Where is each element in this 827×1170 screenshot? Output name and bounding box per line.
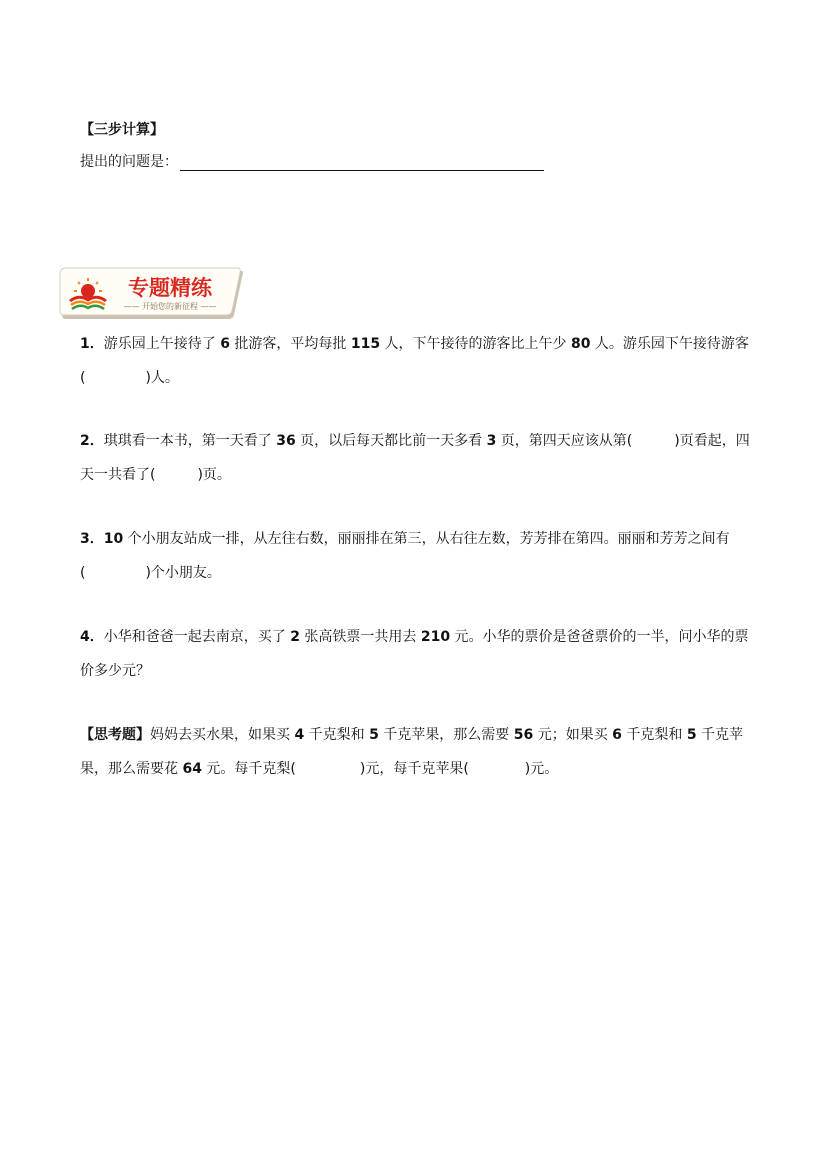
banner-title: 专题精练 <box>128 276 212 300</box>
question-number: 【思考题】 <box>80 727 150 743</box>
question-line: 天一共看了( )页。 <box>80 467 231 483</box>
section-title: 【三步计算】 <box>80 122 164 138</box>
question-number: 2． <box>80 433 104 449</box>
question-number: 1． <box>80 336 104 352</box>
topic-banner <box>58 267 244 323</box>
question-line: 果，那么需要花 64 元。每千克梨( )元，每千克苹果( )元。 <box>80 761 559 777</box>
question-line: 价多少元？ <box>80 663 150 679</box>
question-line: 2．琪琪看一本书，第一天看了 36 页，以后每天都比前一天多看 3 页，第四天应该从第( )页看起，四 <box>80 433 750 449</box>
question-line: 3．10 个小朋友站成一排，从左往右数，丽丽排在第三，从右往左数，芳芳排在第四。丽丽和芳芳之间有 <box>80 531 730 547</box>
question-3 <box>80 522 770 590</box>
question-line: ( )个小朋友。 <box>80 565 221 581</box>
banner-subtitle: —— 开始您的新征程 —— <box>123 302 217 311</box>
question-4 <box>80 620 770 688</box>
question-prompt-label: 提出的问题是： <box>80 154 178 170</box>
question-line: 1．游乐园上午接待了 6 批游客，平均每批 115 人，下午接待的游客比上午少 80 人。游乐园下午接待游客 <box>80 336 749 352</box>
question-1 <box>80 327 770 395</box>
question-number: 4． <box>80 629 104 645</box>
question-line: 4．小华和爸爸一起去南京，买了 2 张高铁票一共用去 210 元。小华的票价是爸爸票价的一半，问小华的票 <box>80 629 749 645</box>
question-number: 3． <box>80 531 104 547</box>
answer-underline[interactable] <box>180 154 544 171</box>
question-2 <box>80 424 770 492</box>
thinking-question <box>80 718 770 786</box>
question-line: 【思考题】妈妈去买水果，如果买 4 千克梨和 5 千克苹果，那么需要 56 元；如果买 6 千克梨和 5 千克苹 <box>80 727 744 743</box>
question-prompt-line <box>80 151 544 171</box>
banner-graphic <box>58 267 244 323</box>
question-line: ( )人。 <box>80 370 179 386</box>
